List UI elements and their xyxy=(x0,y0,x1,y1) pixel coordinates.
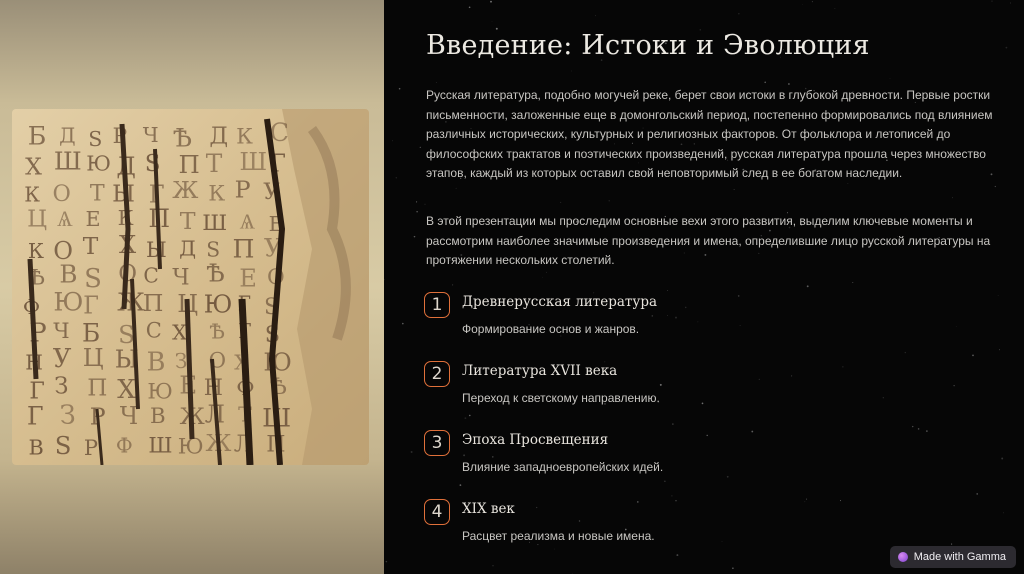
carved-glyph: Г xyxy=(26,401,44,431)
carved-glyph: Л xyxy=(233,430,254,458)
carved-glyph: Ѣ xyxy=(269,373,287,400)
star xyxy=(1001,458,1003,460)
item-description: Влияние западноевропейских идей. xyxy=(462,460,664,474)
carved-glyph: О xyxy=(118,261,137,288)
carved-glyph: Е xyxy=(179,370,198,400)
carved-glyph: Л xyxy=(204,400,225,429)
carved-glyph: Р xyxy=(89,402,106,431)
overview-paragraph: В этой презентации мы проследим основные вехи этого развития, выделим ключевые моменты и рассмотрим наиболее значимые произведения и имена, определившие лицо русской литературы на протяжении нескольких столетий. xyxy=(426,214,991,267)
star xyxy=(396,177,397,178)
carved-glyph: Ѧ xyxy=(239,209,256,235)
star xyxy=(456,188,457,189)
carved-glyph: Т xyxy=(205,149,223,178)
carved-glyph: Ч xyxy=(172,264,190,291)
carved-glyph: К xyxy=(236,124,253,150)
number-badge: 1 xyxy=(424,292,450,318)
star xyxy=(595,15,596,16)
item-description: Формирование основ и жанров. xyxy=(462,322,640,336)
carved-glyph: Н xyxy=(25,350,43,375)
star xyxy=(788,83,790,85)
carved-glyph: С xyxy=(269,118,290,147)
star xyxy=(386,561,387,562)
star xyxy=(542,277,543,278)
carved-glyph: К xyxy=(27,238,45,263)
carved-glyph: П xyxy=(266,431,286,458)
carved-glyph: Ц xyxy=(82,344,104,373)
star xyxy=(572,573,573,574)
carved-glyph: Ч xyxy=(119,401,139,430)
star xyxy=(812,1,813,2)
carved-glyph: В xyxy=(150,404,166,430)
star xyxy=(732,567,733,568)
star xyxy=(991,1,992,2)
carved-glyph: Ж xyxy=(179,403,205,430)
carved-glyph: Ш xyxy=(202,211,228,236)
star xyxy=(546,272,547,273)
star xyxy=(972,355,974,357)
carved-glyph: Д xyxy=(179,236,197,261)
left-image-panel xyxy=(0,0,384,574)
carved-glyph: Ю xyxy=(147,379,173,405)
item-heading: Литература XVII века xyxy=(462,363,618,379)
carved-glyph: Х xyxy=(119,231,137,260)
star xyxy=(912,426,913,427)
star xyxy=(416,201,417,202)
star xyxy=(414,236,416,238)
carved-glyph: Ш xyxy=(262,402,292,433)
carved-glyph: Ц xyxy=(177,289,199,318)
carved-glyph: Ѕ xyxy=(54,431,72,460)
star xyxy=(734,189,735,190)
carved-glyph: Х xyxy=(172,320,187,345)
carved-glyph: Е xyxy=(268,212,284,236)
carved-glyph: Г xyxy=(238,318,252,343)
carved-glyph: Г xyxy=(83,291,99,320)
carved-glyph: Ѕ xyxy=(84,263,102,294)
carved-glyph: К xyxy=(117,206,134,231)
star xyxy=(411,451,413,453)
carved-glyph: Д xyxy=(116,152,136,181)
gamma-logo-icon xyxy=(898,552,908,562)
star xyxy=(995,186,996,187)
star xyxy=(952,197,953,198)
carved-glyph: Ы xyxy=(146,237,167,263)
carved-glyph: Х xyxy=(25,152,42,181)
carved-glyph: Б xyxy=(82,318,101,348)
carved-glyph: З xyxy=(174,349,188,374)
carved-glyph: Ж xyxy=(117,287,145,317)
carved-glyph: В xyxy=(59,259,78,289)
timeline-item-old-russian xyxy=(424,292,984,352)
item-description: Расцвет реализма и новые имена. xyxy=(462,529,655,543)
star xyxy=(392,140,393,141)
carved-glyph: П xyxy=(142,288,164,317)
carved-glyph: Р xyxy=(234,175,251,204)
carved-glyph: В xyxy=(28,435,44,460)
carved-glyph: Ш xyxy=(239,146,268,176)
carved-glyph: Ѕ xyxy=(264,322,280,349)
number-badge: 4 xyxy=(424,499,450,525)
star xyxy=(469,6,471,8)
star xyxy=(852,282,853,283)
carved-glyph: З xyxy=(54,373,69,400)
carved-glyph: Ѣ xyxy=(209,319,225,344)
carved-glyph: Ю xyxy=(177,434,204,460)
star xyxy=(490,1,492,3)
birch-bark-manuscript-image xyxy=(12,109,369,465)
carved-glyph: Ѕ xyxy=(264,294,280,320)
star xyxy=(571,71,572,72)
carved-glyph: Д xyxy=(209,123,229,150)
carved-glyph: Ч xyxy=(53,318,70,344)
star xyxy=(671,495,672,496)
carved-glyph: Ц xyxy=(27,206,48,233)
star xyxy=(976,493,978,495)
slide-title: Введение: Истоки и Эволюция xyxy=(426,30,870,61)
carved-glyph: Г xyxy=(148,180,165,209)
carved-glyph: У xyxy=(263,179,280,206)
carved-glyph: Ѣ xyxy=(206,258,225,288)
carved-glyph: Х xyxy=(117,375,136,405)
star xyxy=(420,147,421,148)
carved-glyph: Р xyxy=(112,124,128,149)
carved-glyph: П xyxy=(232,234,255,264)
carved-glyph: О xyxy=(53,236,74,265)
carved-glyph: К xyxy=(208,181,226,207)
item-description: Переход к светскому направлению. xyxy=(462,391,660,405)
star xyxy=(436,82,437,83)
carved-glyph: Г xyxy=(237,291,252,316)
carved-glyph: У xyxy=(263,233,283,264)
carved-glyph: Ф xyxy=(236,374,255,401)
star xyxy=(384,279,385,280)
carved-glyph: У xyxy=(52,344,72,375)
carved-glyph: Т xyxy=(238,402,252,427)
timeline-item-17th-century xyxy=(424,361,984,421)
made-with-gamma-button[interactable] xyxy=(890,546,1016,568)
content-panel xyxy=(384,0,1024,574)
carved-glyph: Ѧ xyxy=(57,207,73,233)
star xyxy=(402,323,404,325)
carved-glyph: П xyxy=(148,204,171,233)
carved-glyph: Ѕ xyxy=(144,150,161,177)
carved-glyph: Ы xyxy=(114,344,139,374)
carved-glyph: П xyxy=(87,375,108,402)
carved-glyph: Ю xyxy=(263,348,292,377)
carved-glyph: Ж xyxy=(205,431,232,458)
carved-glyph: П xyxy=(178,150,200,180)
carved-glyph: Х xyxy=(234,350,249,375)
star xyxy=(1003,512,1004,513)
star xyxy=(416,211,417,212)
carved-glyph: О xyxy=(208,348,227,374)
carved-glyph: К xyxy=(24,182,40,207)
star xyxy=(738,13,739,14)
carved-glyph: Г xyxy=(269,148,286,178)
carved-glyph: Ю xyxy=(53,287,84,317)
star xyxy=(609,201,610,202)
carved-glyph: Н xyxy=(203,375,223,402)
star xyxy=(999,349,1000,350)
carved-glyph: Д xyxy=(59,123,76,148)
number-badge: 2 xyxy=(424,361,450,387)
star xyxy=(998,295,999,296)
carved-glyph: Е xyxy=(239,264,257,293)
carved-glyph: Ѣ xyxy=(172,123,192,153)
star xyxy=(492,565,493,566)
star xyxy=(672,424,673,425)
star xyxy=(560,202,561,203)
carved-glyph: З xyxy=(59,400,76,431)
carved-glyph: Ы xyxy=(112,180,135,208)
carved-glyph: Ѕ xyxy=(206,237,221,262)
carved-glyph: Ѕ xyxy=(88,127,103,152)
star xyxy=(492,21,493,22)
star xyxy=(1010,3,1011,4)
item-heading: Древнерусская литература xyxy=(462,294,658,310)
star xyxy=(1006,47,1008,49)
item-heading: Эпоха Просвещения xyxy=(462,432,609,448)
carved-glyph: Ѣ xyxy=(28,265,45,291)
carved-glyph: О xyxy=(52,181,71,207)
star xyxy=(452,284,453,285)
intro-paragraph: Русская литература, подобно могучей реке, берет свои истоки в глубокой древности. Первые ростки письменности, заложенные еще в домонгольский период, постепенно формировались под влиянием различных исторических, культурных и религиозных факторов. От фольклора и летописей до философских трактатов и поэтических произведений, русская литература прошла через множество этапов, каждый из которых оставил свой неповторимый след в ее богатом наследии. xyxy=(426,88,993,180)
carved-glyph: С xyxy=(145,318,162,343)
carved-glyph: Ю xyxy=(86,151,111,176)
star xyxy=(835,8,836,9)
carved-glyph: С xyxy=(143,263,159,288)
carved-glyph: Т xyxy=(179,207,196,235)
timeline-item-enlightenment xyxy=(424,430,984,490)
carved-glyph: Ф xyxy=(115,433,133,458)
star xyxy=(425,204,426,205)
carved-glyph: Б xyxy=(27,121,47,151)
star xyxy=(764,82,766,84)
star xyxy=(802,4,803,5)
carved-glyph: Ф xyxy=(22,294,41,319)
star xyxy=(667,290,668,291)
carved-glyph: Т xyxy=(82,233,99,261)
star xyxy=(890,78,891,79)
carved-glyph: Ж xyxy=(172,177,199,205)
carved-glyph: Ѕ xyxy=(118,319,135,349)
carved-glyph: Ш xyxy=(53,146,82,176)
carved-glyph: Р xyxy=(83,435,99,460)
star xyxy=(807,285,809,287)
star xyxy=(399,88,401,90)
star xyxy=(905,352,906,353)
carved-glyph: Ч xyxy=(142,122,159,147)
item-heading: XIX век xyxy=(462,501,515,517)
carved-glyph: Р xyxy=(29,318,47,349)
carved-glyph: В xyxy=(146,347,166,378)
carved-glyph: Ю xyxy=(203,290,233,319)
carved-glyph: Т xyxy=(89,180,105,207)
carved-glyph: Ш xyxy=(148,432,173,458)
badge-label: Made with Gamma xyxy=(913,551,1006,563)
carved-glyph: О xyxy=(267,264,285,290)
carved-glyph: Г xyxy=(29,376,45,405)
number-badge: 3 xyxy=(424,430,450,456)
carved-glyph: Е xyxy=(85,206,101,231)
